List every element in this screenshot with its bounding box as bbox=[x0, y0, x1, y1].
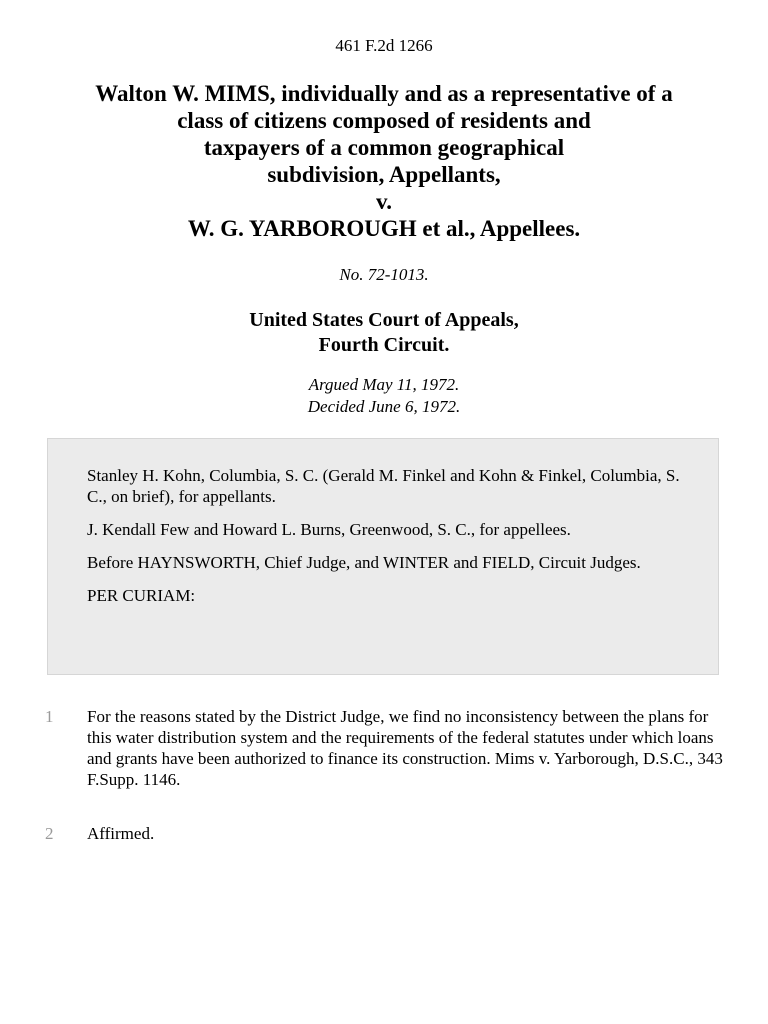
caption-line: class of citizens composed of residents and bbox=[177, 108, 591, 133]
appellants-counsel: Stanley H. Kohn, Columbia, S. C. (Gerald M. Finkel and Kohn & Finkel, Columbia, S. C., on brief), for appellants. bbox=[87, 466, 680, 506]
caption-line: subdivision, Appellants, bbox=[267, 162, 501, 187]
paragraph-number: 1 bbox=[45, 707, 54, 726]
argued-date: Argued May 11, 1972. bbox=[308, 375, 460, 394]
court-circuit-line: Fourth Circuit. bbox=[318, 334, 450, 356]
caption-line: taxpayers of a common geographical bbox=[203, 135, 565, 160]
case-citation: 461 F.2d 1266 bbox=[335, 36, 433, 55]
case-summary-box bbox=[47, 438, 719, 675]
caption-line: v. bbox=[376, 189, 392, 214]
caption-line: Walton W. MIMS, individually and as a representative of a bbox=[95, 81, 673, 106]
paragraph-text: Affirmed. bbox=[87, 824, 155, 843]
caption-line: W. G. YARBOROUGH et al., Appellees. bbox=[187, 216, 581, 241]
appellees-counsel: J. Kendall Few and Howard L. Burns, Greenwood, S. C., for appellees. bbox=[87, 520, 571, 539]
paragraph-number: 2 bbox=[45, 824, 54, 843]
case-dates bbox=[0, 374, 768, 418]
case-caption bbox=[0, 80, 768, 242]
paragraph-text: For the reasons stated by the District Judge, we find no inconsistency between the plans for this water distribution system and the requirements of the federal statutes under which loans and grants have been authorized to finance its construction. Mims v. Yarborough, D.S.C., 343 F.Supp. 1146. bbox=[87, 707, 723, 789]
court-name-line: United States Court of Appeals, bbox=[249, 309, 519, 331]
court-name bbox=[0, 308, 768, 358]
per-curiam-label: PER CURIAM: bbox=[87, 586, 196, 605]
decided-date: Decided June 6, 1972. bbox=[307, 397, 461, 416]
docket-number: No. 72-1013. bbox=[339, 265, 429, 284]
judicial-panel: Before HAYNSWORTH, Chief Judge, and WINTER and FIELD, Circuit Judges. bbox=[87, 553, 641, 572]
